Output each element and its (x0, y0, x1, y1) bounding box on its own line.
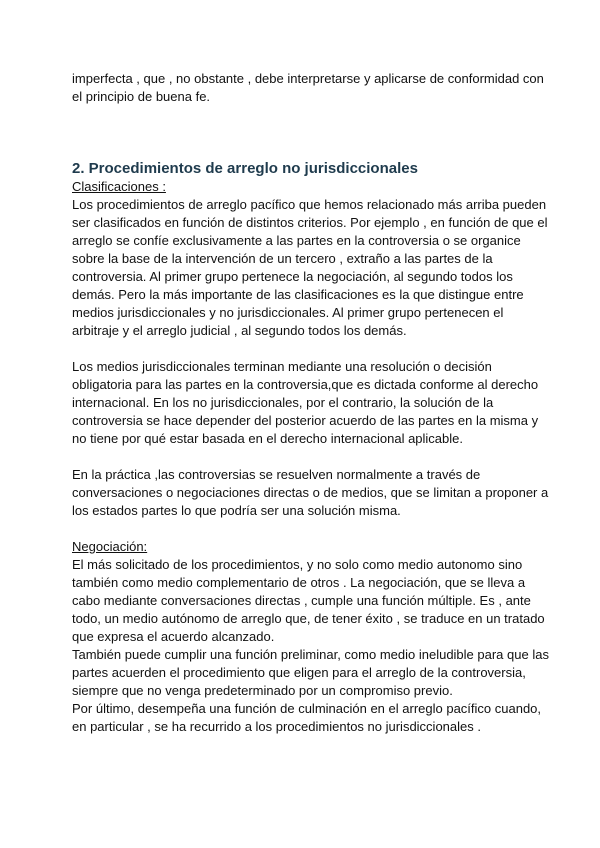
document-page (72, 70, 552, 736)
paragraph-clasificaciones: Los procedimientos de arreglo pacífico que hemos relacionado más arriba pueden ser clasificados en función de distintos criterios. Por ejemplo , en función de que el arreglo se confíe exclusivamente a las partes en la controversia o se organice sobre la base de la intervención de un tercero , extraño a las partes de la controversia. Al primer grupo pertenece la negociación, al segundo todos los demás. Pero la más importante de las clasificaciones es la que distingue entre medios jurisdiccionales y no jurisdiccionales. Al primer grupo pertenecen el arbitraje y el arreglo judicial , al segundo todos los demás. (72, 197, 548, 338)
paragraph-negociacion-1: El más solicitado de los procedimientos, y no solo como medio autonomo sino también como medio complementario de otros . La negociación, que se lleva a cabo mediante conversaciones directas , cumple una función múltiple. Es , ante todo, un medio autónomo de arreglo que, de tener éxito , se traduce en un tratado que expresa el acuerdo alcanzado. (72, 557, 545, 644)
paragraph-negociacion-3: Por último, desempeña una función de culminación en el arreglo pacífico cuando, en particular , se ha recurrido a los procedimientos no jurisdiccionales . (72, 701, 542, 734)
spacer (72, 106, 552, 160)
paragraph-medios: Los medios jurisdiccionales terminan mediante una resolución o decisión obligatoria para las partes en la controversia,que es dictada conforme al derecho internacional. En los no jurisdiccionales, por el contrario, la solución de la controversia se hace depender del posterior acuerdo de las partes en la misma y no tiene por qué estar basada en el derecho internacional aplicable. (72, 359, 539, 446)
paragraph-negociacion-2: También puede cumplir una función preliminar, como medio ineludible para que las partes acuerden el procedimiento que eligen para el arreglo de la controversia, siempre que no venga predeterminado por un compromiso previo. (72, 647, 549, 698)
intro-paragraph: imperfecta , que , no obstante , debe interpretarse y aplicarse de conformidad con el principio de buena fe. (72, 71, 544, 104)
subheading-clasificaciones: Clasificaciones : (72, 179, 166, 194)
subheading-negociacion: Negociación: (72, 539, 148, 554)
section-heading: 2. Procedimientos de arreglo no jurisdiccionales (72, 160, 418, 177)
paragraph-practica: En la práctica ,las controversias se resuelven normalmente a través de conversaciones o negociaciones directas o de medios, que se limitan a proponer a los estados partes lo que podría ser una solución misma. (72, 467, 549, 518)
